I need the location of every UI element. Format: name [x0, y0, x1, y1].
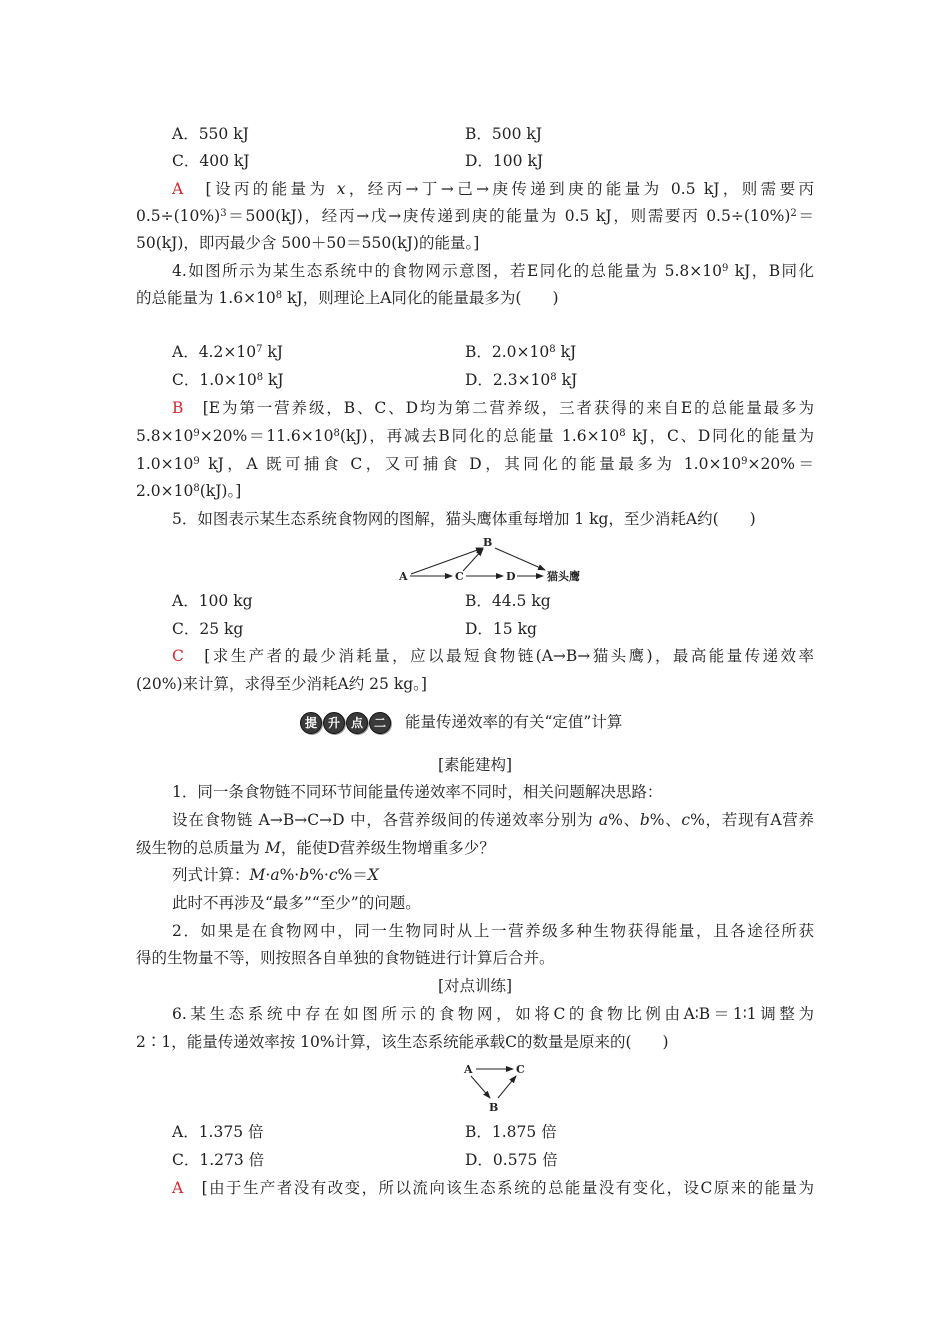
- q5-answer-line2: (20%)来计算，求得至少消耗A约 25 kg。]: [136, 675, 427, 693]
- build-para7: 得的生物量不等，则按照各自单独的食物链进行计算后合并。: [136, 949, 555, 967]
- q5-node-b: B: [483, 536, 493, 549]
- build-heading: [素能建构]: [437, 756, 513, 774]
- q5-node-a: A: [399, 570, 408, 583]
- q6-node-b: B: [489, 1101, 499, 1114]
- q6-option-c: C．1.273 倍: [172, 1151, 265, 1169]
- q5-node-d: D: [506, 570, 516, 583]
- q6-option-d: D．0.575 倍: [465, 1151, 558, 1169]
- section-heading: [300, 712, 622, 734]
- q5-option-b: B．44.5 kg: [465, 592, 551, 610]
- q4-answer-line4: $2.0\times 10^8(kJ)$。]: [136, 482, 242, 500]
- q6-food-web-diagram: [458, 1060, 530, 1116]
- q6-option-b: B．1.875 倍: [465, 1123, 557, 1141]
- q5-option-d: D．15 kg: [465, 620, 537, 638]
- q3-option-a: A．550 kJ: [172, 125, 249, 143]
- q4-answer-letter: B: [172, 399, 184, 417]
- q4-stem-line1: 4.如图所示为某生态系统中的食物网示意图，若E同化的总能量为 $5.8\times 10^9$ kJ，B同化: [172, 262, 814, 280]
- q4-answer-line1: B [E为第一营养级，B、C、D均为第二营养级，三者获得的来自E的总能量最多为: [172, 399, 814, 417]
- q3-option-b: B．500 kJ: [465, 125, 543, 143]
- q5-node-c: C: [455, 570, 464, 583]
- q4-option-b: B．$2.0\times 10^8$ kJ: [465, 343, 577, 361]
- q6-stem-line2: 2∶1，能量传递效率按 10%计算，该生态系统能承载C的数量是原来的( ): [136, 1033, 669, 1051]
- q5-node-owl: 猫头鹰: [547, 570, 580, 583]
- q6-answer-letter: A: [172, 1179, 184, 1197]
- section-title: 能量传递效率的有关“定值”计算: [405, 713, 623, 731]
- q3-answer-line1: A [设丙的能量为 x，经丙→丁→己→庚传递到庚的能量为 0.5 kJ，则需要丙: [172, 180, 814, 198]
- train-heading: [对点训练]: [437, 977, 513, 995]
- q3-answer-line2: $0.5\div(10\%)^3=500(kJ)$，经丙→戊→庚传递到庚的能量为 0.5 kJ，则需要丙 $0.5\div(10\%)^2=$: [136, 207, 814, 225]
- q3-option-d: D．100 kJ: [465, 152, 544, 170]
- q4-option-c: C．$1.0\times 10^8$ kJ: [172, 371, 284, 389]
- q4-answer-line3: $1.0\times 10^9$ kJ，A 既可捕食 C，又可捕食 D，其同化的能量最多为 $1.0\times 10^9\times 20\%=$: [136, 455, 814, 473]
- q4-stem-line2: 的总能量为 $1.6\times 10^8$ kJ，则理论上A同化的能量最多为( ): [136, 289, 559, 307]
- q4-option-a: A．$4.2\times 10^7$ kJ: [172, 343, 283, 361]
- q5-answer-letter: C: [172, 647, 184, 665]
- q4-option-d: D．$2.3\times 10^8$ kJ: [465, 371, 578, 389]
- build-para6: 2．如果是在食物网中，同一生物同时从上一营养级多种生物获得能量，且各途径所获: [172, 922, 814, 940]
- build-para2: 设在食物链 A→B→C→D 中，各营养级间的传递效率分别为 a%、b%、c%，若现有A营养: [172, 811, 814, 829]
- q6-option-a: A．1.375 倍: [172, 1123, 264, 1141]
- q3-answer-line3: 50(kJ)，即丙最少含 500＋50＝550(kJ)的能量。]: [136, 234, 480, 252]
- build-formula: 列式计算：M·a%·b%·c%＝X: [172, 866, 379, 884]
- q4-answer-line2: $5.8\times 10^9\times 20\%=11.6\times 10^8(kJ)$，再减去B同化的总能量 $1.6\times 10^8$ kJ，C、D同化的能量为: [136, 427, 814, 445]
- q3-answer-letter: A: [172, 180, 184, 198]
- q5-option-a: A．100 kg: [172, 592, 253, 610]
- q6-stem-line1: 6.某生态系统中存在如图所示的食物网，如将C的食物比例由A∶B＝1∶1调整为: [172, 1005, 814, 1023]
- section-badge: 提 升 点 二: [300, 712, 391, 734]
- build-para1: 1．同一条食物链不同环节间能量传递效率不同时，相关问题解决思路：: [172, 783, 663, 801]
- q6-answer-line1: A [由于生产者没有改变，所以流向该生态系统的总能量没有变化，设C原来的能量为: [172, 1179, 814, 1197]
- q3-option-c: C．400 kJ: [172, 152, 250, 170]
- q6-node-c: C: [516, 1063, 525, 1076]
- build-para5: 此时不再涉及“最多”“至少”的问题。: [172, 894, 421, 912]
- q5-food-web-diagram: [395, 533, 595, 585]
- q6-node-a: A: [464, 1063, 473, 1076]
- q5-option-c: C．25 kg: [172, 620, 244, 638]
- q5-stem: 5．如图表示某生态系统食物网的图解，猫头鹰体重每增加 1 kg，至少消耗A约( ): [172, 510, 756, 528]
- q5-answer-line1: C [求生产者的最少消耗量，应以最短食物链(A→B→猫头鹰)，最高能量传递效率: [172, 647, 814, 665]
- build-para3: 级生物的总质量为 M，能使D营养级生物增重多少？: [136, 839, 495, 857]
